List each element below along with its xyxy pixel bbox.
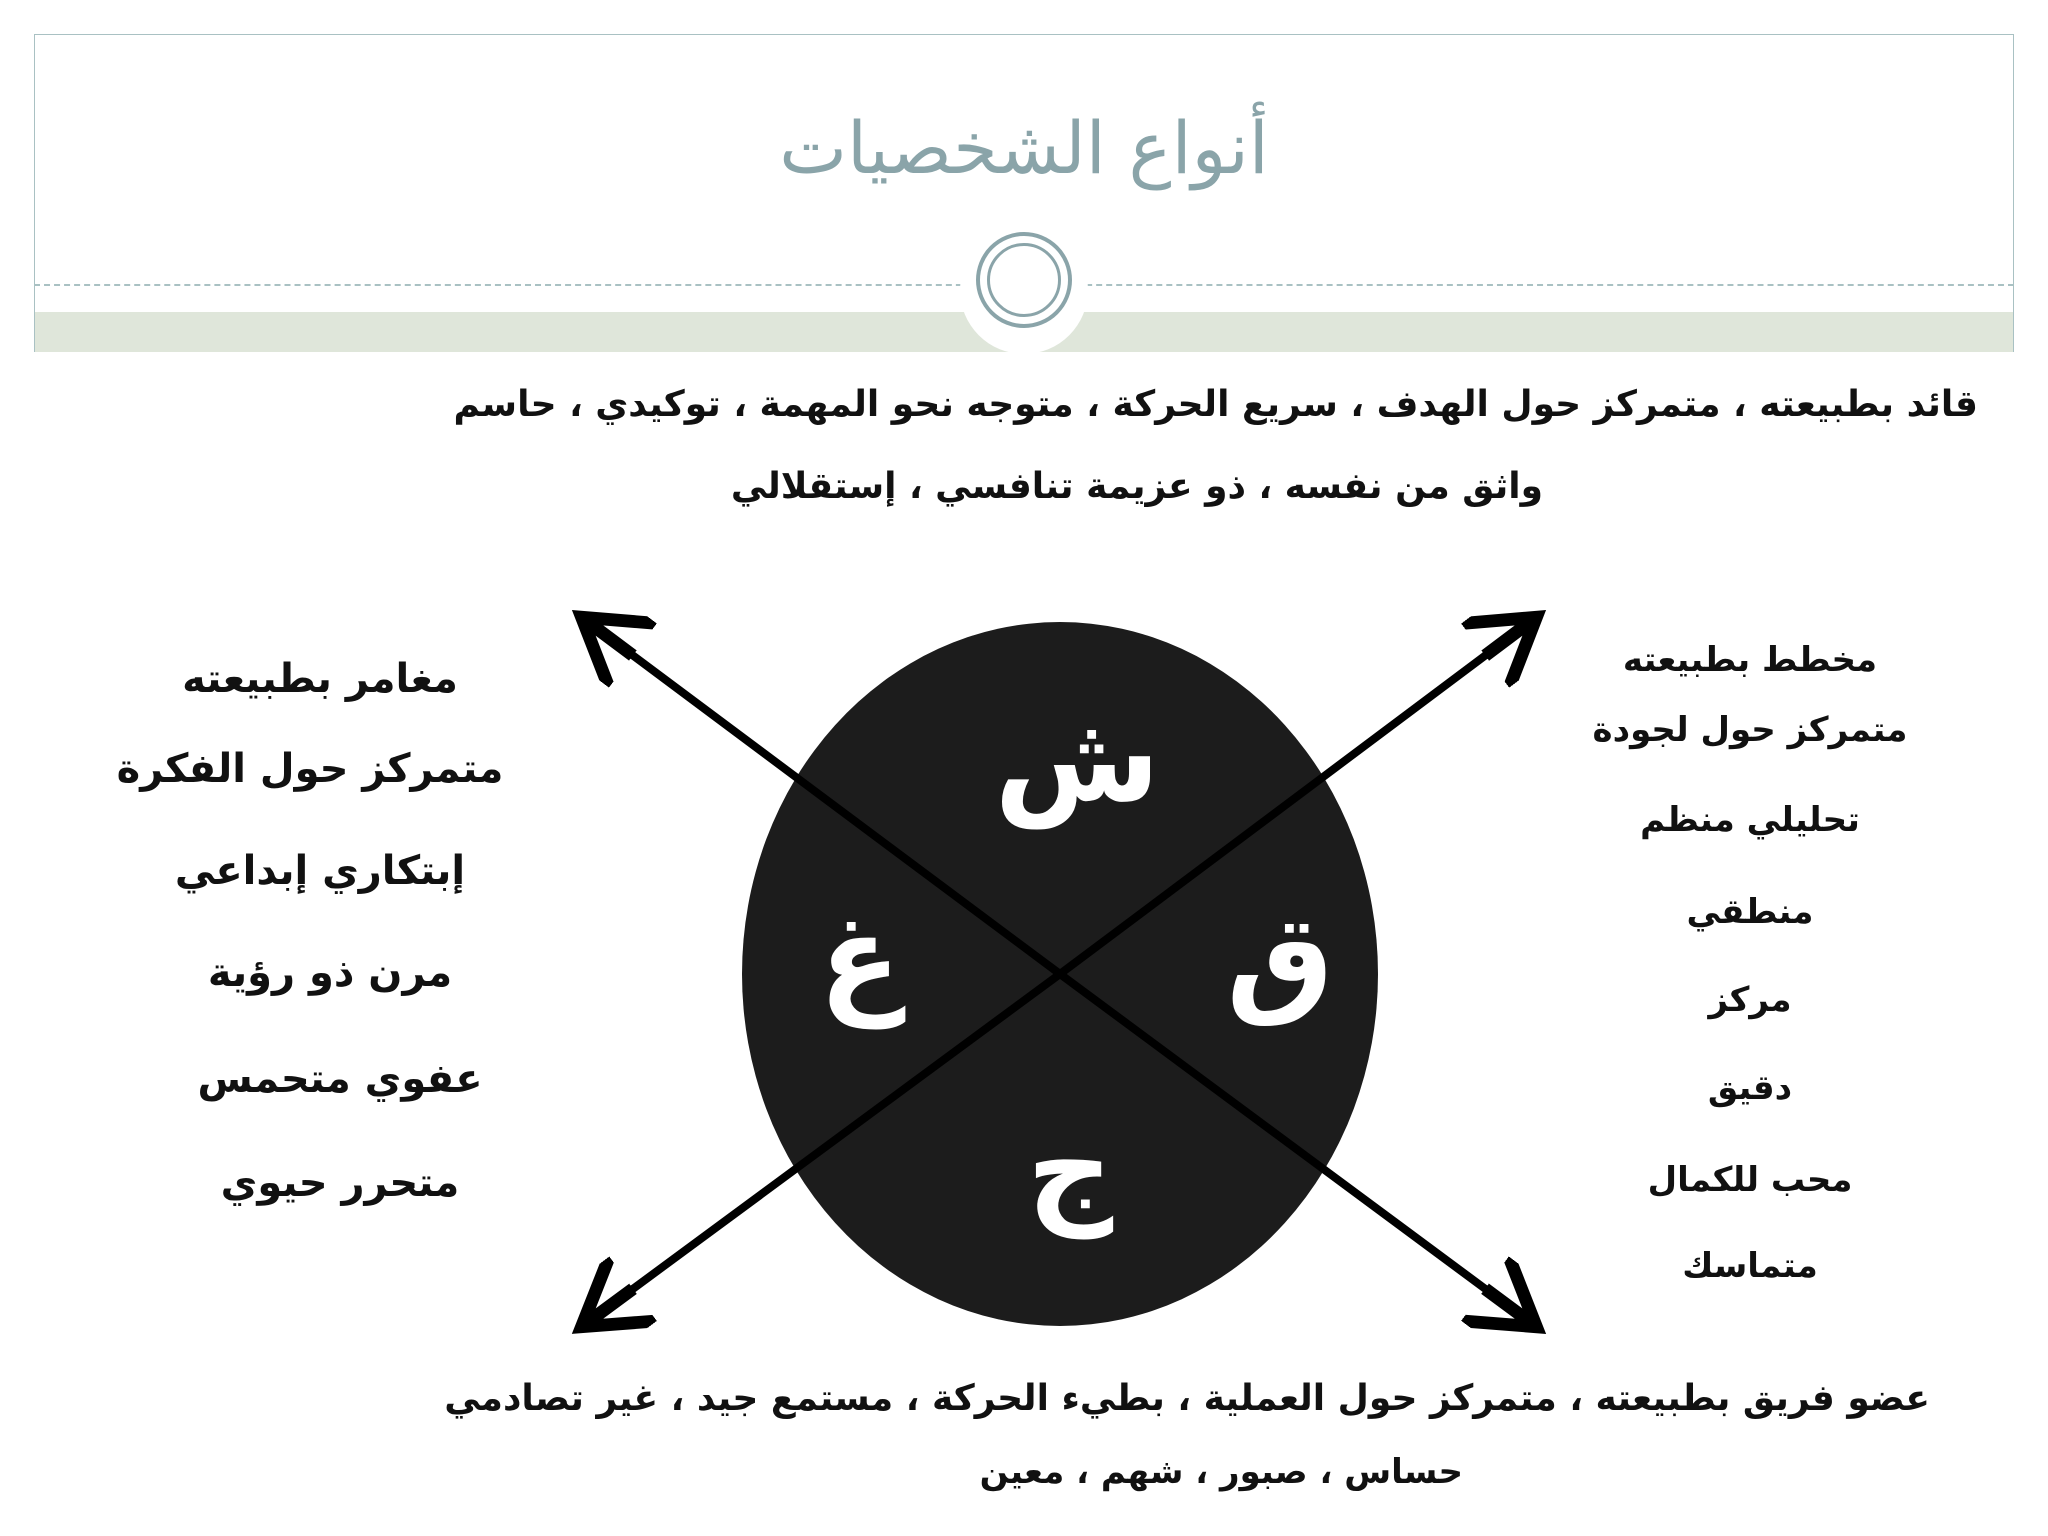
right-trait-item: مخطط بطبيعته (1622, 640, 1878, 680)
letter-left: غ (819, 890, 901, 1029)
left-trait-item: متحرر حيوي (220, 1160, 460, 1206)
letter-bottom: ج (1026, 1100, 1114, 1239)
right-trait-item: دقيق (1707, 1068, 1793, 1108)
left-trait-item: مغامر بطبيعته (182, 656, 458, 702)
right-trait-item: مركز (1708, 980, 1792, 1020)
bottom-description-line-2: حساس ، صبور ، شهم ، معين (979, 1452, 1463, 1492)
left-trait-item: إبتكاري إبداعي (174, 848, 466, 894)
letter-right: ق (1226, 890, 1334, 1029)
right-trait-item: متمركز حول لجودة (1592, 710, 1908, 750)
bottom-description-line-1: عضو فريق بطبيعته ، متمركز حول العملية ، بطيء الحركة ، مستمع جيد ، غير تصادمي (444, 1378, 1930, 1419)
left-trait-item: عفوي متحمس (197, 1056, 483, 1102)
right-trait-item: متماسك (1682, 1246, 1818, 1286)
left-trait-item: مرن ذو رؤية (207, 950, 453, 996)
right-trait-item: تحليلي منظم (1640, 800, 1860, 840)
page-title: أنواع الشخصيات (779, 106, 1269, 190)
top-description-line-1: قائد بطبيعته ، متمركز حول الهدف ، سريع الحركة ، متوجه نحو المهمة ، توكيدي ، حاسم (453, 384, 1978, 425)
left-trait-item: متمركز حول الفكرة (116, 746, 504, 792)
top-description-line-2: واثق من نفسه ، ذو عزيمة تنافسي ، إستقلالي (730, 466, 1543, 507)
right-trait-item: محب للكمال (1647, 1160, 1853, 1200)
right-trait-item: منطقي (1686, 892, 1814, 932)
letter-top: ش (994, 690, 1160, 829)
